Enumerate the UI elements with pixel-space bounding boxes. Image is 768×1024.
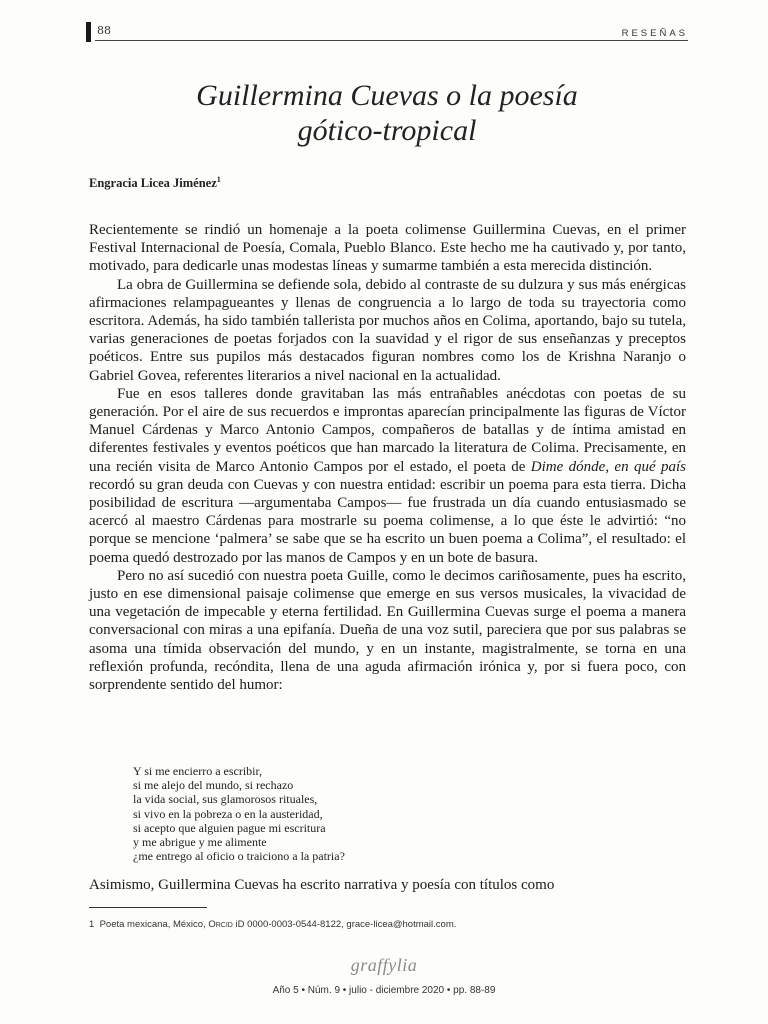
paragraph-3-text-a: Fue en esos talleres donde gravitaban las más entrañables anécdotas con poetas de su generación. Por el aire de sus recuerdos e improntas aparecían principalmente las figuras de Víctor Manuel Cárdenas y Marco Antonio Campos, compañeros de batallas y de íntima amistad en diferentes festivales y eventos poéticos que han marcado la literatura de Colima. Precisamente, en una recién visita de Marco Antonio Campos por el estado, el poeta de	[89, 385, 686, 475]
paragraph-2: La obra de Guillermina se defiende sola, debido al contraste de su dulzura y sus más enérgicas afirmaciones relampagueantes y llenas de congruencia a lo largo de toda su trayectoria como escritora. Además, ha sido también tallerista por muchos años en Colima, aportando, bajo su tutela, varias generaciones de poetas forjados con la suavidad y el rigor de sus enseñanzas y preceptos poéticos. Entre sus pupilos más destacados figuran nombres como los de Krishna Naranjo o Gabriel Govea, referentes literarios a nivel nacional en la actualidad.	[89, 276, 686, 384]
poem-line: Y si me encierro a escribir,	[133, 764, 263, 778]
footnote	[89, 919, 456, 930]
footnote-text-a: Poeta mexicana, México,	[99, 919, 209, 930]
poem-line: si vivo en la pobreza o en la austeridad,	[133, 806, 323, 821]
poem-line: ¿me entrego al oficio o traiciono a la patria?	[133, 849, 345, 864]
book-title-italic: Dime dónde, en qué país	[530, 458, 687, 475]
journal-imprint: Año 5 • Núm. 9 • julio - diciembre 2020 • pp. 88-89	[272, 985, 496, 996]
article-title	[86, 78, 688, 148]
poem-block	[133, 764, 345, 863]
section-name: RESEÑAS	[621, 28, 688, 39]
author-footnote-ref: 1	[216, 175, 221, 184]
footnote-orcid: Orcid	[208, 919, 233, 930]
author-name: Engracia Licea Jiménez	[89, 176, 217, 191]
poem-line: si acepto que alguien pague mi escritura	[133, 820, 326, 835]
footnote-rule	[89, 907, 207, 908]
title-line-1: Guillermina Cuevas o la poesía	[196, 79, 578, 112]
header-rule	[95, 40, 688, 41]
header-bar	[86, 22, 91, 42]
footnote-number: 1	[89, 919, 95, 930]
author-line	[89, 175, 221, 191]
poem-line: y me abrigue y me alimente	[133, 835, 267, 850]
poem-line: la vida social, sus glamorosos rituales,	[133, 792, 318, 807]
article-body	[89, 221, 686, 694]
poem-line: si me alejo del mundo, si rechazo	[133, 778, 294, 793]
paragraph-3	[89, 385, 686, 567]
journal-logo: graffylia	[350, 955, 418, 975]
paragraph-after-poem: Asimismo, Guillermina Cuevas ha escrito narrativa y poesía con títulos como	[89, 877, 555, 893]
paragraph-1: Recientemente se rindió un homenaje a la poeta colimense Guillermina Cuevas, en el primer Festival Internacional de Poesía, Comala, Pueblo Blanco. Este hecho me ha cautivado y, por tanto, motivado, para dedicarle unas modestas líneas y sumarme también a esta merecida distinción.	[89, 222, 686, 275]
paragraph-3-text-b: recordó su gran deuda con Cuevas y con nuestra entidad: escribir un poema para esta tierra. Dicha posibilidad de escritura —argumentaba Campos— fue frustrada un día cuando entusiasmado se acercó al maestro Cárdenas para mostrarle su poema colimense, a lo que éste le advirtió: “no porque se mencione ‘palmera’ se sabe que se ha escrito un buen poema a Colima”, el resultado: el poema quedó destrozado por las manos de Campos y en un bote de basura.	[89, 476, 686, 566]
footnote-text-b: iD 0000-0003-0544-8122, grace-licea@hotmail.com.	[232, 919, 457, 930]
paragraph-4: Pero no así sucedió con nuestra poeta Guille, como le decimos cariñosamente, pues ha escrito, justo en ese dimensional paisaje colimense que emerge en sus versos musicales, la vivacidad de una vegetación de impecable y eterna fertilidad. En Guillermina Cuevas surge el poema a manera conversacional con miras a una epifanía. Dueña de una voz sutil, pareciera que por sus palabras se asoma una tímida observación del mundo, y en un instante, magistralmente, se torna en una reflexión profunda, recóndita, llena de una aguda afirmación irónica y, por si fuera poco, con sorprendente sentido del humor:	[89, 567, 686, 694]
title-line-2: gótico-tropical	[297, 114, 477, 147]
page-number: 88	[97, 24, 111, 37]
